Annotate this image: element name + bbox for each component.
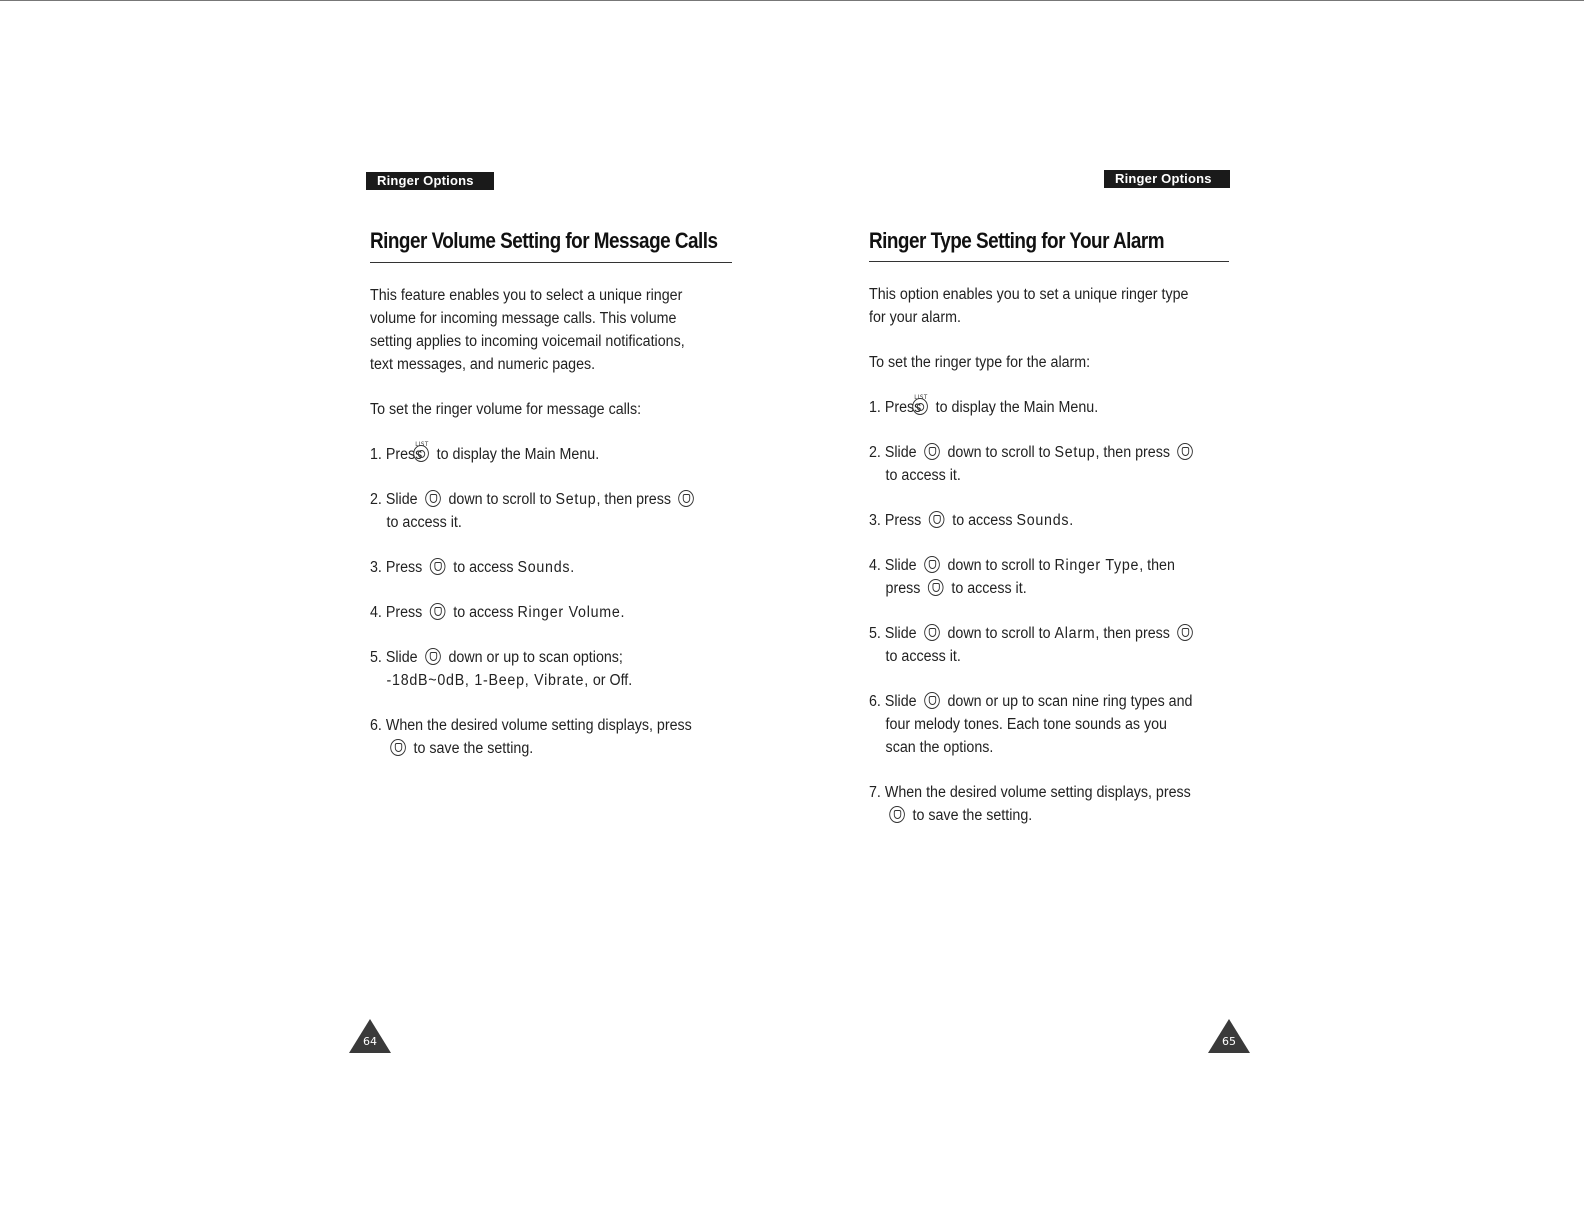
page-body (869, 283, 1200, 849)
intro-paragraph: This option enables you to set a unique ringer type for your alarm. (869, 286, 1189, 326)
step-item: 7. When the desired volume setting displays, press to save the setting. (869, 784, 1191, 824)
step-item: 2. Slide down to scroll to Setup, then press to access it. (869, 441, 1200, 487)
nav-key-icon (924, 692, 940, 709)
step-item: 3. Press to access Sounds. (370, 559, 575, 576)
step-item: 4. Press to access Ringer Volume. (370, 604, 625, 621)
nav-key-icon (928, 579, 944, 596)
top-rule (0, 0, 1584, 1)
nav-key-icon (425, 648, 441, 665)
step-item: 4. Slide down to scroll to Ringer Type, then press to access it. (869, 557, 1175, 597)
page-body (370, 284, 701, 782)
section-tab: Ringer Options (366, 172, 494, 190)
nav-key-icon (924, 556, 940, 573)
page-number-marker (348, 1018, 392, 1054)
intro-paragraph: This feature enables you to select a unique ringer volume for incoming message calls. This volume setting applies to incoming voicemail notifications, text messages, and numeric pages. (370, 287, 685, 373)
step-item: 3. Press to access Sounds. (869, 512, 1074, 529)
lead-sentence: To set the ringer volume for message calls: (370, 401, 642, 418)
step-item: 6. Slide down or up to scan nine ring types and four melody tones. Each tone sounds as you scan the options. (869, 693, 1193, 756)
nav-key-icon (1178, 443, 1194, 460)
nav-key-icon (679, 490, 695, 507)
menu-key-icon: LIST (426, 443, 432, 466)
page-number: 64 (363, 1035, 377, 1048)
nav-key-icon (924, 624, 940, 641)
title-underline (370, 262, 732, 263)
page-title: Ringer Type Setting for Your Alarm (869, 228, 1165, 253)
step-item: 5. Slide down to scroll to Alarm, then press to access it. (869, 622, 1200, 668)
nav-key-icon (1178, 624, 1194, 641)
page-number-marker (1207, 1018, 1251, 1054)
nav-key-icon (924, 443, 940, 460)
step-item: 5. Slide down or up to scan options; -18dB~0dB, 1-Beep, Vibrate, or Off. (370, 649, 633, 689)
page-title: Ringer Volume Setting for Message Calls (370, 228, 718, 253)
nav-key-icon (889, 806, 905, 823)
step-item: 1. Press LIST to display the Main Menu. (869, 396, 1200, 419)
step-item: 2. Slide down to scroll to Setup, then press to access it. (370, 488, 701, 534)
page-number: 65 (1222, 1035, 1236, 1048)
step-list (370, 443, 701, 760)
section-tab: Ringer Options (1104, 170, 1230, 188)
menu-key-icon: LIST (925, 396, 931, 419)
title-underline (869, 261, 1229, 262)
nav-key-icon (929, 511, 945, 528)
lead-sentence: To set the ringer type for the alarm: (869, 354, 1091, 371)
nav-key-icon (425, 490, 441, 507)
nav-key-icon (390, 739, 406, 756)
step-item: 1. Press LIST to display the Main Menu. (370, 443, 701, 466)
step-item: 6. When the desired volume setting displays, press to save the setting. (370, 717, 692, 757)
nav-key-icon (430, 558, 446, 575)
nav-key-icon (430, 603, 446, 620)
step-list (869, 396, 1200, 827)
